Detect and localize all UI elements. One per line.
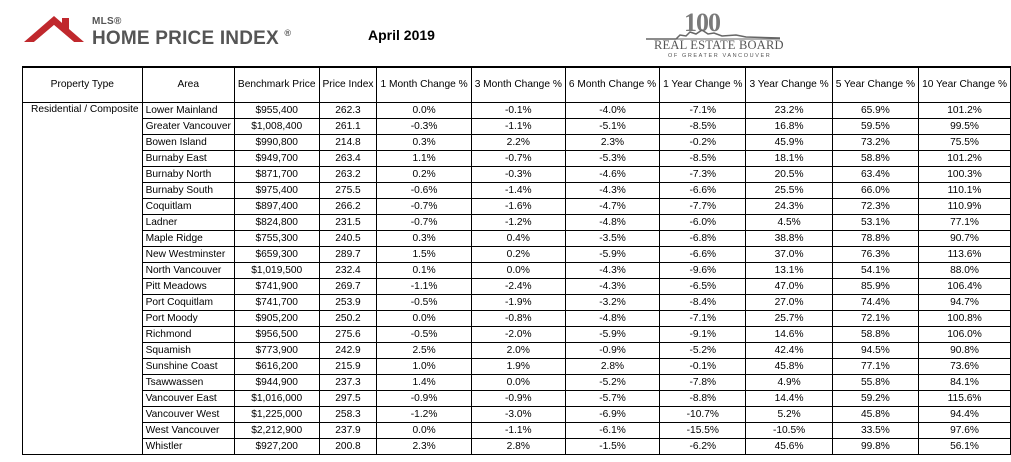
area-cell: North Vancouver xyxy=(142,263,234,279)
value-cell: 45.6% xyxy=(746,439,832,455)
table-row xyxy=(23,391,1011,407)
value-cell: -1.6% xyxy=(471,199,565,215)
value-cell: -6.9% xyxy=(565,407,659,423)
value-cell: $871,700 xyxy=(234,167,319,183)
value-cell: -10.7% xyxy=(660,407,746,423)
value-cell: 73.2% xyxy=(832,135,918,151)
value-cell: -0.7% xyxy=(377,215,471,231)
value-cell: 56.1% xyxy=(919,439,1011,455)
house-roof-icon xyxy=(22,12,86,52)
area-cell: Whistler xyxy=(142,439,234,455)
table-header xyxy=(23,67,1011,103)
value-cell: $755,300 xyxy=(234,231,319,247)
value-cell: -7.3% xyxy=(660,167,746,183)
value-cell: -8.4% xyxy=(660,295,746,311)
value-cell: 297.5 xyxy=(319,391,377,407)
value-cell: -6.8% xyxy=(660,231,746,247)
value-cell: 90.8% xyxy=(919,343,1011,359)
value-cell: 74.4% xyxy=(832,295,918,311)
value-cell: 2.5% xyxy=(377,343,471,359)
value-cell: 54.1% xyxy=(832,263,918,279)
value-cell: -0.7% xyxy=(471,151,565,167)
area-cell: Lower Mainland xyxy=(142,103,234,119)
value-cell: 24.3% xyxy=(746,199,832,215)
column-header: 1 Month Change % xyxy=(377,67,471,103)
value-cell: $741,700 xyxy=(234,295,319,311)
column-header: 3 Month Change % xyxy=(471,67,565,103)
home-price-index-table xyxy=(22,66,1011,455)
value-cell: 14.6% xyxy=(746,327,832,343)
area-cell: Burnaby South xyxy=(142,183,234,199)
area-cell: Coquitlam xyxy=(142,199,234,215)
value-cell: -6.2% xyxy=(660,439,746,455)
value-cell: -6.6% xyxy=(660,247,746,263)
value-cell: 240.5 xyxy=(319,231,377,247)
value-cell: 2.3% xyxy=(377,439,471,455)
value-cell: 275.6 xyxy=(319,327,377,343)
property-type-cell: Residential / Composite xyxy=(23,103,143,455)
table-row xyxy=(23,119,1011,135)
value-cell: $897,400 xyxy=(234,199,319,215)
value-cell: 1.1% xyxy=(377,151,471,167)
value-cell: 76.3% xyxy=(832,247,918,263)
table-row xyxy=(23,263,1011,279)
hpi-registered-mark: ® xyxy=(284,28,292,38)
value-cell: 2.2% xyxy=(471,135,565,151)
report-date: April 2019 xyxy=(368,27,435,43)
table-row xyxy=(23,167,1011,183)
value-cell: -0.1% xyxy=(471,103,565,119)
value-cell: 13.1% xyxy=(746,263,832,279)
value-cell: -9.6% xyxy=(660,263,746,279)
value-cell: -1.2% xyxy=(377,407,471,423)
area-cell: Pitt Meadows xyxy=(142,279,234,295)
table-row xyxy=(23,375,1011,391)
value-cell: 214.8 xyxy=(319,135,377,151)
value-cell: 215.9 xyxy=(319,359,377,375)
value-cell: 0.0% xyxy=(377,311,471,327)
value-cell: 269.7 xyxy=(319,279,377,295)
value-cell: $975,400 xyxy=(234,183,319,199)
value-cell: -5.3% xyxy=(565,151,659,167)
value-cell: 72.1% xyxy=(832,311,918,327)
value-cell: -0.6% xyxy=(377,183,471,199)
value-cell: -1.5% xyxy=(565,439,659,455)
value-cell: $1,008,400 xyxy=(234,119,319,135)
table-row xyxy=(23,199,1011,215)
value-cell: 101.2% xyxy=(919,151,1011,167)
value-cell: -0.8% xyxy=(471,311,565,327)
value-cell: -0.9% xyxy=(377,391,471,407)
value-cell: -4.3% xyxy=(565,183,659,199)
value-cell: 100.3% xyxy=(919,167,1011,183)
value-cell: 33.5% xyxy=(832,423,918,439)
value-cell: -5.9% xyxy=(565,327,659,343)
value-cell: -4.7% xyxy=(565,199,659,215)
value-cell: 58.8% xyxy=(832,327,918,343)
value-cell: -5.2% xyxy=(660,343,746,359)
value-cell: -5.2% xyxy=(565,375,659,391)
value-cell: 4.9% xyxy=(746,375,832,391)
column-header: Area xyxy=(142,67,234,103)
value-cell: $2,212,900 xyxy=(234,423,319,439)
value-cell: 253.9 xyxy=(319,295,377,311)
value-cell: 77.1% xyxy=(919,215,1011,231)
value-cell: $1,225,000 xyxy=(234,407,319,423)
value-cell: 58.8% xyxy=(832,151,918,167)
value-cell: 55.8% xyxy=(832,375,918,391)
value-cell: 25.5% xyxy=(746,183,832,199)
area-cell: Bowen Island xyxy=(142,135,234,151)
area-cell: Vancouver East xyxy=(142,391,234,407)
table-row xyxy=(23,439,1011,455)
value-cell: -0.3% xyxy=(377,119,471,135)
table-row xyxy=(23,407,1011,423)
mls-label: MLS® xyxy=(92,16,122,27)
table-row xyxy=(23,327,1011,343)
value-cell: 27.0% xyxy=(746,295,832,311)
value-cell: 261.1 xyxy=(319,119,377,135)
value-cell: 20.5% xyxy=(746,167,832,183)
value-cell: -0.5% xyxy=(377,327,471,343)
real-estate-board-logo xyxy=(644,8,784,60)
value-cell: 0.2% xyxy=(377,167,471,183)
value-cell: 45.8% xyxy=(832,407,918,423)
value-cell: 16.8% xyxy=(746,119,832,135)
value-cell: 75.5% xyxy=(919,135,1011,151)
value-cell: $1,019,500 xyxy=(234,263,319,279)
value-cell: -6.6% xyxy=(660,183,746,199)
value-cell: -4.8% xyxy=(565,311,659,327)
value-cell: -4.3% xyxy=(565,279,659,295)
value-cell: -1.4% xyxy=(471,183,565,199)
value-cell: 1.9% xyxy=(471,359,565,375)
value-cell: 99.5% xyxy=(919,119,1011,135)
value-cell: 232.4 xyxy=(319,263,377,279)
report-header xyxy=(0,0,810,66)
value-cell: $824,800 xyxy=(234,215,319,231)
area-cell: West Vancouver xyxy=(142,423,234,439)
value-cell: 1.0% xyxy=(377,359,471,375)
value-cell: 0.3% xyxy=(377,135,471,151)
column-header: 6 Month Change % xyxy=(565,67,659,103)
value-cell: -1.1% xyxy=(377,279,471,295)
value-cell: 37.0% xyxy=(746,247,832,263)
table-row xyxy=(23,247,1011,263)
table-row xyxy=(23,295,1011,311)
value-cell: 45.9% xyxy=(746,135,832,151)
value-cell: 99.8% xyxy=(832,439,918,455)
table-row xyxy=(23,423,1011,439)
value-cell: -1.2% xyxy=(471,215,565,231)
value-cell: $905,200 xyxy=(234,311,319,327)
table-row xyxy=(23,231,1011,247)
value-cell: 0.2% xyxy=(471,247,565,263)
value-cell: 47.0% xyxy=(746,279,832,295)
value-cell: 2.8% xyxy=(565,359,659,375)
value-cell: 42.4% xyxy=(746,343,832,359)
value-cell: -1.1% xyxy=(471,423,565,439)
area-cell: Richmond xyxy=(142,327,234,343)
hpi-wordmark-text: HOME PRICE INDEX xyxy=(92,28,279,49)
value-cell: 0.0% xyxy=(471,263,565,279)
value-cell: -4.6% xyxy=(565,167,659,183)
value-cell: 90.7% xyxy=(919,231,1011,247)
area-cell: Squamish xyxy=(142,343,234,359)
value-cell: 0.0% xyxy=(377,423,471,439)
value-cell: 110.1% xyxy=(919,183,1011,199)
value-cell: 97.6% xyxy=(919,423,1011,439)
value-cell: -6.0% xyxy=(660,215,746,231)
value-cell: -8.5% xyxy=(660,119,746,135)
value-cell: $927,200 xyxy=(234,439,319,455)
value-cell: 53.1% xyxy=(832,215,918,231)
value-cell: -1.9% xyxy=(471,295,565,311)
value-cell: 106.4% xyxy=(919,279,1011,295)
value-cell: -0.9% xyxy=(471,391,565,407)
value-cell: -9.1% xyxy=(660,327,746,343)
value-cell: $955,400 xyxy=(234,103,319,119)
column-header: 10 Year Change % xyxy=(919,67,1011,103)
value-cell: -5.9% xyxy=(565,247,659,263)
value-cell: 263.4 xyxy=(319,151,377,167)
hpi-wordmark xyxy=(92,28,291,50)
value-cell: 4.5% xyxy=(746,215,832,231)
value-cell: $1,016,000 xyxy=(234,391,319,407)
value-cell: -4.3% xyxy=(565,263,659,279)
value-cell: -0.1% xyxy=(660,359,746,375)
column-header: Property Type xyxy=(23,67,143,103)
value-cell: 242.9 xyxy=(319,343,377,359)
area-cell: Port Coquitlam xyxy=(142,295,234,311)
area-cell: Burnaby North xyxy=(142,167,234,183)
area-cell: Maple Ridge xyxy=(142,231,234,247)
value-cell: -4.0% xyxy=(565,103,659,119)
value-cell: 0.3% xyxy=(377,231,471,247)
table-row xyxy=(23,103,1011,119)
value-cell: 5.2% xyxy=(746,407,832,423)
value-cell: -5.1% xyxy=(565,119,659,135)
table-row xyxy=(23,359,1011,375)
board-name: REAL ESTATE BOARD xyxy=(654,38,784,52)
value-cell: $773,900 xyxy=(234,343,319,359)
column-header: Price Index xyxy=(319,67,377,103)
value-cell: 25.7% xyxy=(746,311,832,327)
value-cell: 2.3% xyxy=(565,135,659,151)
value-cell: 0.0% xyxy=(377,103,471,119)
table-row xyxy=(23,343,1011,359)
area-cell: Greater Vancouver xyxy=(142,119,234,135)
value-cell: 73.6% xyxy=(919,359,1011,375)
value-cell: -0.3% xyxy=(471,167,565,183)
area-cell: New Westminster xyxy=(142,247,234,263)
value-cell: 237.3 xyxy=(319,375,377,391)
value-cell: -7.1% xyxy=(660,103,746,119)
area-cell: Burnaby East xyxy=(142,151,234,167)
area-cell: Tsawwassen xyxy=(142,375,234,391)
value-cell: -0.5% xyxy=(377,295,471,311)
value-cell: 23.2% xyxy=(746,103,832,119)
value-cell: 94.5% xyxy=(832,343,918,359)
value-cell: $944,900 xyxy=(234,375,319,391)
value-cell: 250.2 xyxy=(319,311,377,327)
value-cell: $659,300 xyxy=(234,247,319,263)
value-cell: 59.2% xyxy=(832,391,918,407)
column-header: Benchmark Price xyxy=(234,67,319,103)
value-cell: 84.1% xyxy=(919,375,1011,391)
value-cell: -6.1% xyxy=(565,423,659,439)
area-cell: Ladner xyxy=(142,215,234,231)
value-cell: -0.7% xyxy=(377,199,471,215)
value-cell: 115.6% xyxy=(919,391,1011,407)
value-cell: -7.7% xyxy=(660,199,746,215)
value-cell: 275.5 xyxy=(319,183,377,199)
value-cell: -1.1% xyxy=(471,119,565,135)
value-cell: 1.5% xyxy=(377,247,471,263)
value-cell: 94.7% xyxy=(919,295,1011,311)
value-cell: 14.4% xyxy=(746,391,832,407)
value-cell: -5.7% xyxy=(565,391,659,407)
value-cell: 38.8% xyxy=(746,231,832,247)
value-cell: 289.7 xyxy=(319,247,377,263)
value-cell: 78.8% xyxy=(832,231,918,247)
value-cell: 85.9% xyxy=(832,279,918,295)
value-cell: -8.5% xyxy=(660,151,746,167)
value-cell: $949,700 xyxy=(234,151,319,167)
value-cell: 88.0% xyxy=(919,263,1011,279)
value-cell: 100.8% xyxy=(919,311,1011,327)
value-cell: 231.5 xyxy=(319,215,377,231)
value-cell: -15.5% xyxy=(660,423,746,439)
value-cell: 262.3 xyxy=(319,103,377,119)
table-row xyxy=(23,151,1011,167)
value-cell: $741,900 xyxy=(234,279,319,295)
value-cell: -8.8% xyxy=(660,391,746,407)
header-row xyxy=(23,67,1011,103)
value-cell: 266.2 xyxy=(319,199,377,215)
table-row xyxy=(23,279,1011,295)
value-cell: 94.4% xyxy=(919,407,1011,423)
value-cell: 0.0% xyxy=(471,375,565,391)
table-row xyxy=(23,135,1011,151)
table-row xyxy=(23,215,1011,231)
value-cell: $616,200 xyxy=(234,359,319,375)
area-cell: Sunshine Coast xyxy=(142,359,234,375)
value-cell: $990,800 xyxy=(234,135,319,151)
value-cell: -7.1% xyxy=(660,311,746,327)
value-cell: -2.0% xyxy=(471,327,565,343)
area-cell: Vancouver West xyxy=(142,407,234,423)
mls-hpi-logo xyxy=(22,10,292,56)
value-cell: -6.5% xyxy=(660,279,746,295)
value-cell: $956,500 xyxy=(234,327,319,343)
table-row xyxy=(23,183,1011,199)
value-cell: -4.8% xyxy=(565,215,659,231)
value-cell: 2.8% xyxy=(471,439,565,455)
column-header: 5 Year Change % xyxy=(832,67,918,103)
value-cell: 65.9% xyxy=(832,103,918,119)
value-cell: -0.9% xyxy=(565,343,659,359)
value-cell: 18.1% xyxy=(746,151,832,167)
value-cell: 237.9 xyxy=(319,423,377,439)
value-cell: 200.8 xyxy=(319,439,377,455)
value-cell: 72.3% xyxy=(832,199,918,215)
value-cell: -0.2% xyxy=(660,135,746,151)
value-cell: -3.0% xyxy=(471,407,565,423)
column-header: 3 Year Change % xyxy=(746,67,832,103)
value-cell: 106.0% xyxy=(919,327,1011,343)
table-body xyxy=(23,103,1011,455)
value-cell: 263.2 xyxy=(319,167,377,183)
anniversary-number: 100 xyxy=(684,8,720,37)
area-cell: Port Moody xyxy=(142,311,234,327)
column-header: 1 Year Change % xyxy=(660,67,746,103)
value-cell: 101.2% xyxy=(919,103,1011,119)
value-cell: 66.0% xyxy=(832,183,918,199)
value-cell: 0.4% xyxy=(471,231,565,247)
value-cell: -10.5% xyxy=(746,423,832,439)
value-cell: -2.4% xyxy=(471,279,565,295)
value-cell: 59.5% xyxy=(832,119,918,135)
value-cell: 1.4% xyxy=(377,375,471,391)
value-cell: 63.4% xyxy=(832,167,918,183)
value-cell: -3.5% xyxy=(565,231,659,247)
table-row xyxy=(23,311,1011,327)
value-cell: -7.8% xyxy=(660,375,746,391)
value-cell: 45.8% xyxy=(746,359,832,375)
value-cell: 258.3 xyxy=(319,407,377,423)
value-cell: 0.1% xyxy=(377,263,471,279)
value-cell: -3.2% xyxy=(565,295,659,311)
value-cell: 113.6% xyxy=(919,247,1011,263)
value-cell: 77.1% xyxy=(832,359,918,375)
value-cell: 2.0% xyxy=(471,343,565,359)
board-subtitle: OF GREATER VANCOUVER xyxy=(668,53,772,59)
value-cell: 110.9% xyxy=(919,199,1011,215)
